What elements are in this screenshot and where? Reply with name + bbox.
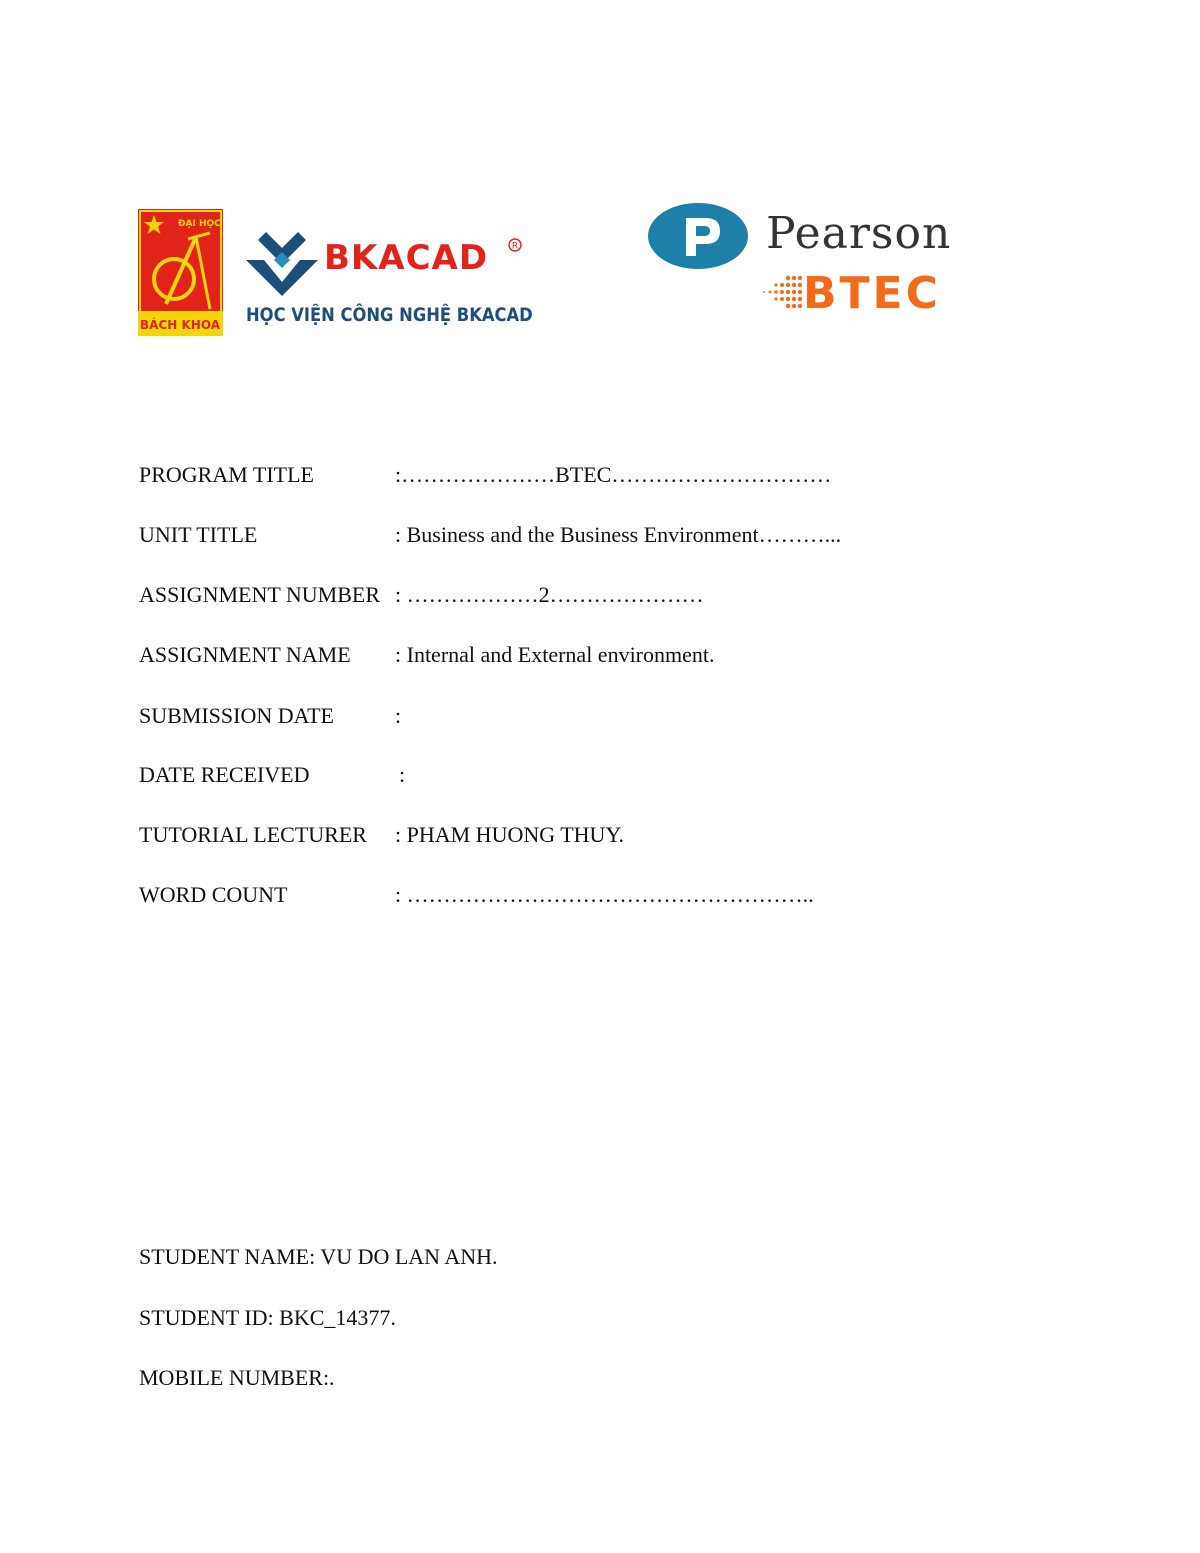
field-value: :: [399, 762, 406, 787]
mobile-number: MOBILE NUMBER:.: [139, 1365, 335, 1390]
field-value: : ………………………………………………..: [395, 882, 814, 907]
field-label: DATE RECEIVED: [139, 762, 310, 787]
field-value: : Business and the Business Environment………...: [395, 522, 842, 547]
student-name: STUDENT NAME: VU DO LAN ANH.: [139, 1244, 498, 1269]
bkacad-wordmark: BKACAD: [324, 238, 489, 278]
registered-mark-icon: [508, 238, 522, 252]
field-label: WORD COUNT: [139, 882, 288, 907]
field-value: :…………………BTEC…………………………: [395, 462, 832, 487]
field-label: PROGRAM TITLE: [139, 462, 314, 487]
bkacad-logo: [244, 230, 533, 335]
field-label: ASSIGNMENT NAME: [139, 642, 351, 667]
btec-dots-icon: [758, 272, 802, 312]
bach-khoa-logo: [138, 209, 223, 336]
btec-wordmark: BTEC: [803, 268, 941, 319]
field-value: : PHAM HUONG THUY.: [395, 822, 624, 847]
pearson-btec-logo: [648, 202, 1020, 322]
student-id: STUDENT ID: BKC_14377.: [139, 1305, 396, 1330]
field-value: : Internal and External environment.: [395, 642, 715, 667]
field-label: TUTORIAL LECTURER: [139, 822, 367, 847]
field-label: ASSIGNMENT NUMBER: [139, 582, 381, 607]
badge-top-text: ĐẠI HỌC: [178, 219, 221, 229]
field-value: : ………………2…………………: [395, 582, 704, 607]
svg-text:R: R: [511, 241, 519, 252]
pearson-wordmark: Pearson: [766, 208, 952, 259]
bkacad-subtitle: HỌC VIỆN CÔNG NGHỆ BKACAD: [246, 304, 533, 326]
field-label: UNIT TITLE: [139, 522, 258, 547]
pearson-p-icon: [648, 202, 750, 272]
field-label: SUBMISSION DATE: [139, 703, 334, 728]
badge-bottom-text: BÁCH KHOA: [140, 318, 220, 332]
bkacad-emblem-icon: [244, 230, 324, 296]
field-value: :: [395, 703, 402, 728]
